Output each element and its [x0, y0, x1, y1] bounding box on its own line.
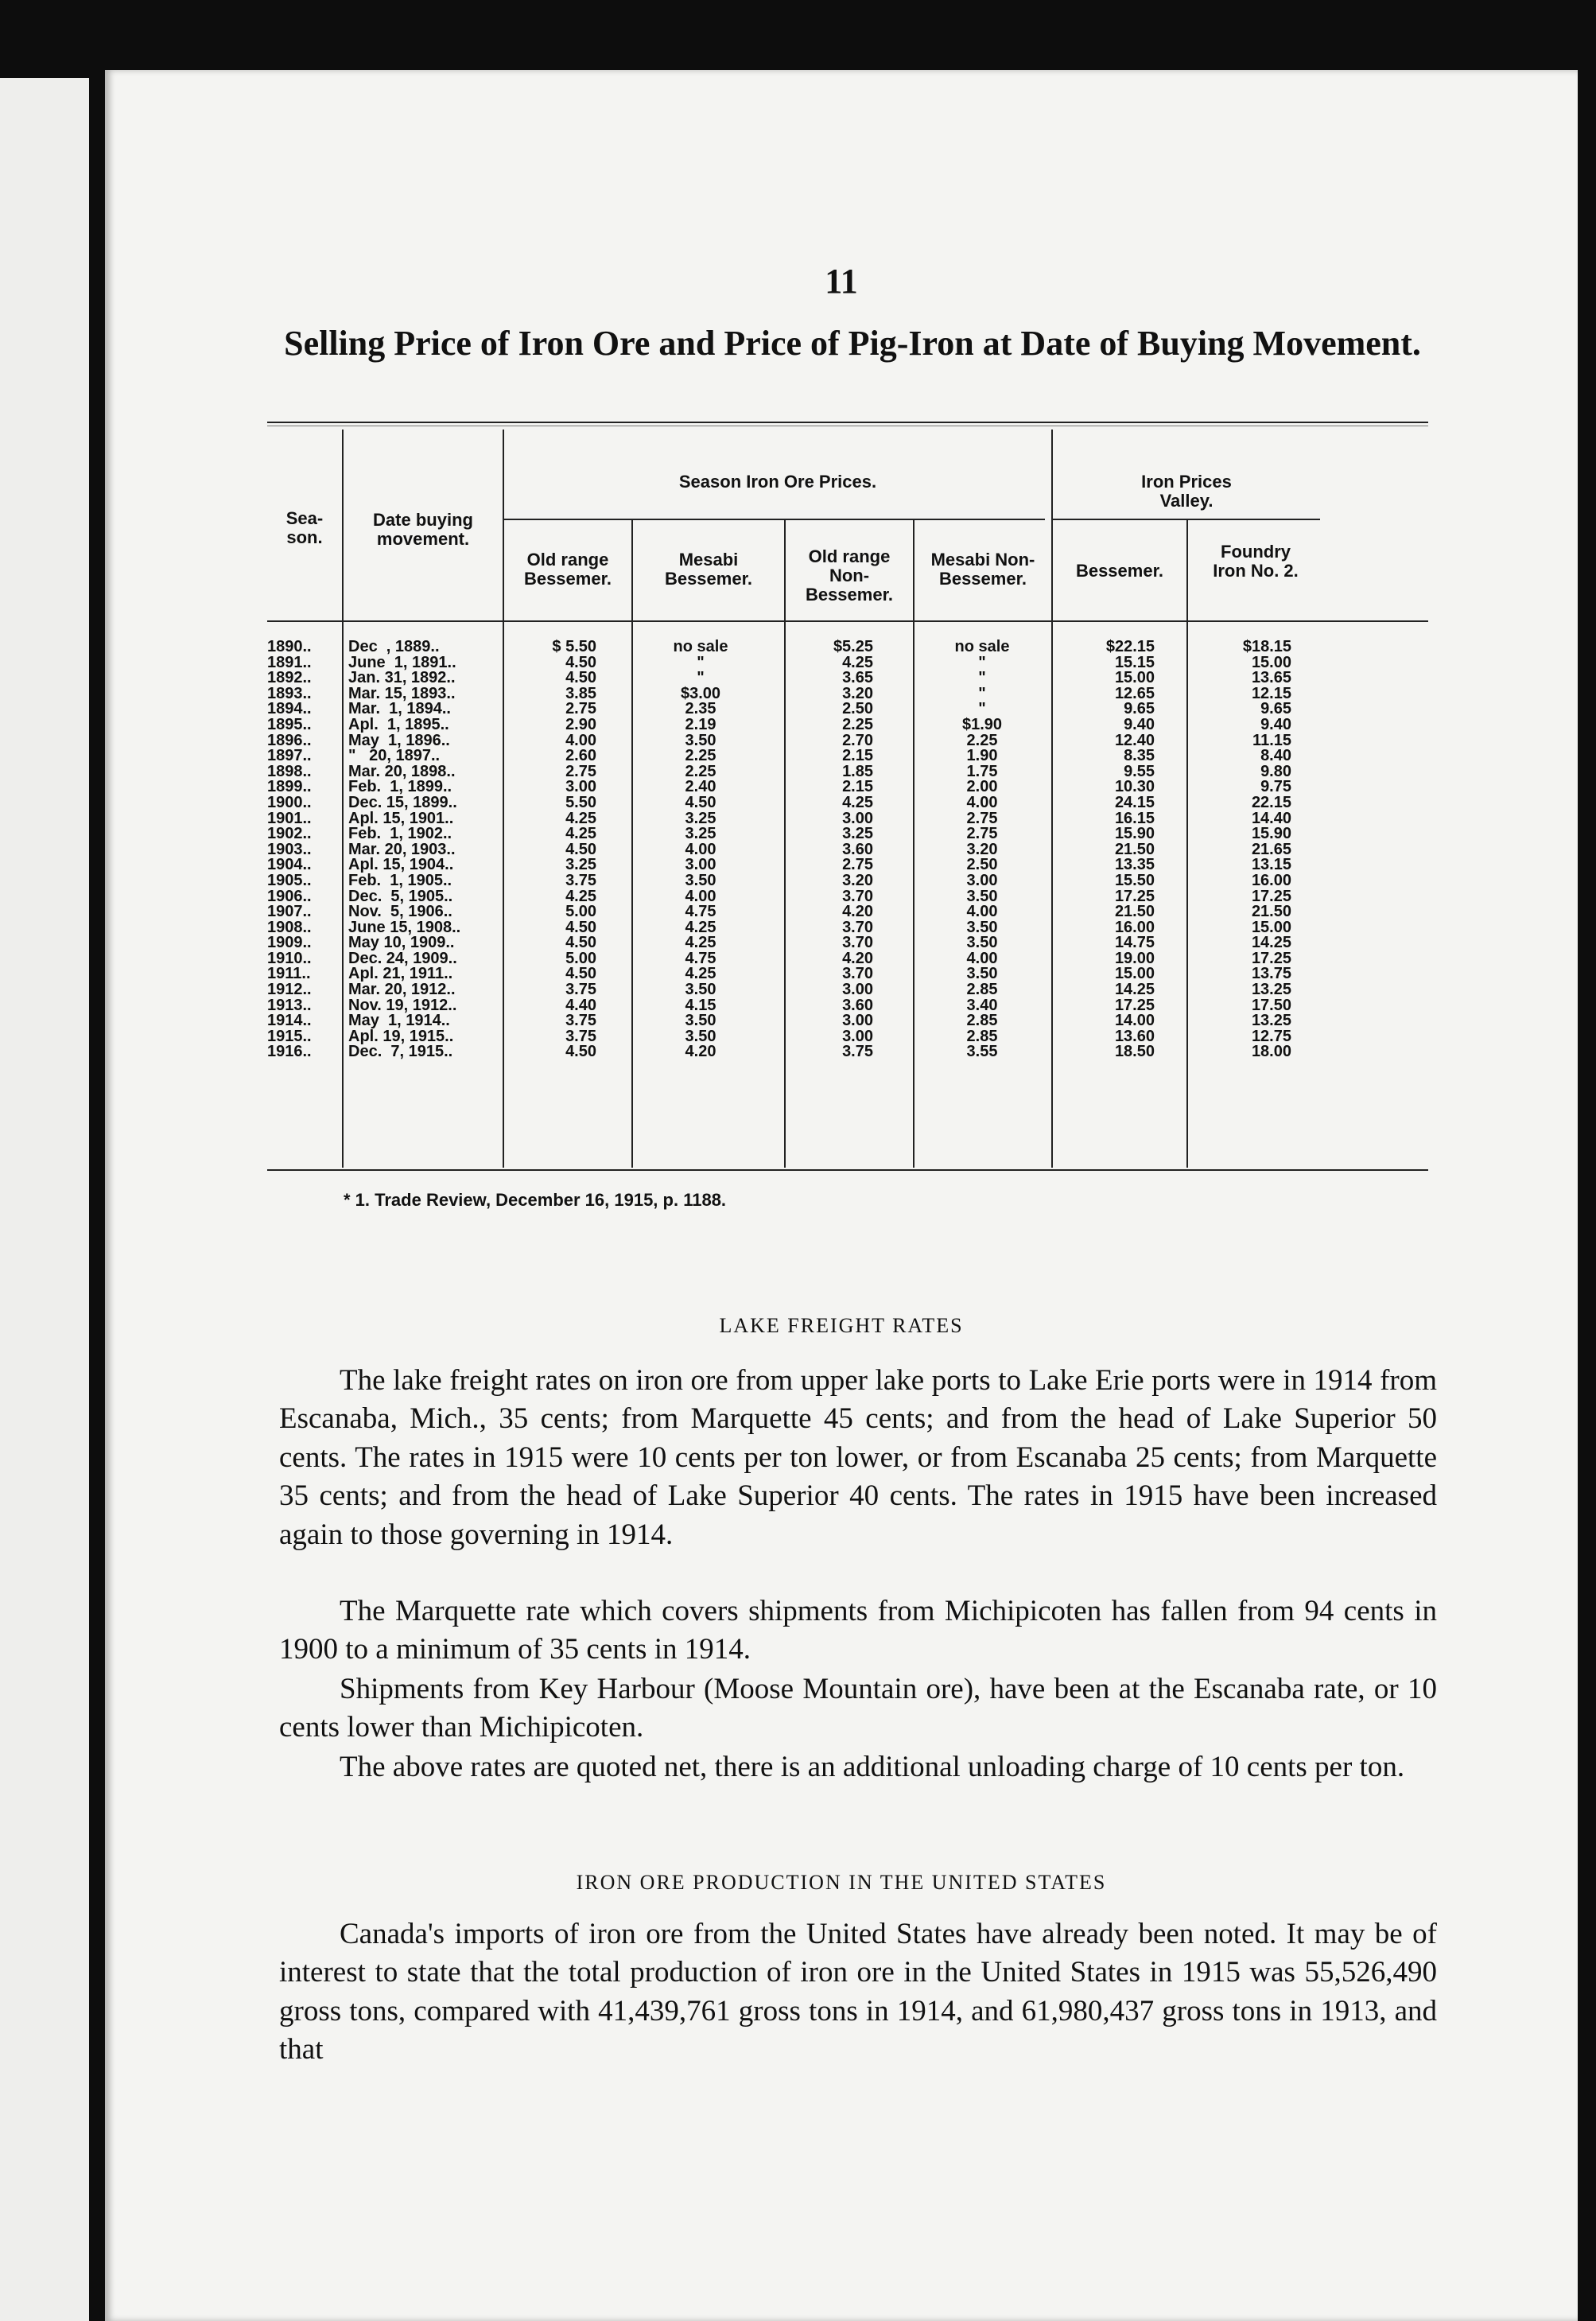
cell-mesabi-non-bessemer: 1.90 — [966, 747, 998, 765]
cell-mesabi-bessemer: 2.19 — [685, 715, 716, 733]
cell-old-range-non-bessemer: 3.00 — [842, 981, 873, 999]
cell-mesabi-non-bessemer: " — [978, 669, 986, 687]
cell-season: 1907.. — [267, 903, 312, 921]
cell-foundry: 13.75 — [1251, 965, 1291, 983]
cell-old-range-non-bessemer: 2.25 — [842, 715, 873, 733]
cell-mesabi-bessemer: 3.25 — [685, 809, 716, 827]
cell-mesabi-bessemer: 4.50 — [685, 793, 716, 811]
cell-date: Mar. 20, 1903.. — [348, 840, 456, 858]
cell-date: Dec. 15, 1899.. — [348, 793, 457, 811]
cell-season: 1910.. — [267, 949, 312, 967]
cell-season: 1894.. — [267, 700, 312, 718]
cell-date: Apl. 15, 1904.. — [348, 856, 454, 874]
cell-old-range-non-bessemer: 4.25 — [842, 653, 873, 671]
cell-old-range-bessemer: 4.25 — [565, 887, 596, 905]
cell-season: 1912.. — [267, 981, 312, 999]
cell-bessemer: 12.65 — [1114, 684, 1155, 702]
cell-date: May 10, 1909.. — [348, 934, 455, 952]
cell-old-range-bessemer: 4.50 — [565, 840, 596, 858]
col-divider — [1186, 520, 1188, 1168]
cell-old-range-non-bessemer: 3.70 — [842, 918, 873, 936]
cell-date: Nov. 19, 1912.. — [348, 996, 457, 1014]
cell-foundry: 16.00 — [1251, 871, 1291, 889]
cell-bessemer: 14.75 — [1114, 934, 1155, 952]
cell-mesabi-bessemer: 2.25 — [685, 747, 716, 765]
cell-old-range-non-bessemer: 3.20 — [842, 871, 873, 889]
cell-bessemer: 13.60 — [1114, 1027, 1155, 1045]
page-number: 11 — [825, 262, 858, 301]
header-date: Date buying movement. — [373, 510, 473, 549]
cell-bessemer: 9.65 — [1124, 700, 1155, 718]
cell-mesabi-bessemer: 3.25 — [685, 825, 716, 843]
cell-season: 1899.. — [267, 778, 312, 796]
cell-season: 1905.. — [267, 871, 312, 889]
cell-mesabi-non-bessemer: 1.75 — [966, 762, 998, 780]
cell-bessemer: 10.30 — [1114, 778, 1155, 796]
cell-old-range-bessemer: 3.75 — [565, 871, 596, 889]
cell-mesabi-bessemer: $3.00 — [680, 684, 721, 702]
cell-mesabi-non-bessemer: 3.00 — [966, 871, 998, 889]
cell-mesabi-bessemer: 2.25 — [685, 762, 716, 780]
paragraph: Canada's imports of iron ore from the United States have already been noted. It may be of interest to state that the total production of iron ore in the United States in 1915 was 55,526,490 gross tons, compared with 41,439,761 gross tons in 1914, and 61,980,437 gross tons in 1913, and that — [279, 1918, 1437, 2066]
cell-old-range-bessemer: 3.00 — [565, 778, 596, 796]
cell-bessemer: 17.25 — [1114, 996, 1155, 1014]
cell-mesabi-bessemer: 3.50 — [685, 731, 716, 749]
cell-old-range-non-bessemer: 3.60 — [842, 840, 873, 858]
cell-mesabi-bessemer: 2.40 — [685, 778, 716, 796]
cell-old-range-bessemer: 2.75 — [565, 762, 596, 780]
cell-foundry: 13.25 — [1251, 981, 1291, 999]
cell-date: Jan. 31, 1892.. — [348, 669, 456, 687]
cell-bessemer: 13.35 — [1114, 856, 1155, 874]
cell-date: Feb. 1, 1902.. — [348, 825, 452, 843]
cell-mesabi-bessemer: " — [697, 653, 705, 671]
cell-old-range-non-bessemer: 2.50 — [842, 700, 873, 718]
cell-bessemer: 18.50 — [1114, 1043, 1155, 1061]
cell-date: Mar. 20, 1912.. — [348, 981, 456, 999]
cell-old-range-non-bessemer: $5.25 — [833, 638, 873, 655]
cell-bessemer: $22.15 — [1105, 638, 1155, 655]
cell-mesabi-non-bessemer: 3.20 — [966, 840, 998, 858]
table-top-rule — [267, 422, 1428, 423]
cell-date: Apl. 19, 1915.. — [348, 1027, 454, 1045]
cell-bessemer: 9.55 — [1124, 762, 1155, 780]
cell-season: 1891.. — [267, 653, 312, 671]
column-season — [267, 640, 355, 1060]
cell-date: May 1, 1914.. — [348, 1012, 450, 1030]
cell-mesabi-bessemer: 3.50 — [685, 1027, 716, 1045]
cell-mesabi-non-bessemer: " — [978, 684, 986, 702]
cell-mesabi-non-bessemer: 3.50 — [966, 965, 998, 983]
cell-foundry: 12.15 — [1251, 684, 1291, 702]
cell-old-range-non-bessemer: 4.20 — [842, 903, 873, 921]
header-season: Sea- son. — [285, 508, 324, 547]
cell-old-range-non-bessemer: 3.00 — [842, 1012, 873, 1030]
cell-foundry: 17.25 — [1251, 949, 1291, 967]
cell-date: Mar. 15, 1893.. — [348, 684, 456, 702]
cell-date: Nov. 5, 1906.. — [348, 903, 452, 921]
cell-bessemer: 16.15 — [1114, 809, 1155, 827]
cell-mesabi-bessemer: 3.50 — [685, 1012, 716, 1030]
header-mesabi-bessemer: Mesabi Bessemer. — [664, 550, 753, 589]
column-foundry — [1202, 640, 1291, 1060]
cell-mesabi-non-bessemer: 3.50 — [966, 934, 998, 952]
cell-old-range-bessemer: 2.60 — [565, 747, 596, 765]
cell-date: Apl. 15, 1901.. — [348, 809, 454, 827]
cell-mesabi-non-bessemer: 3.50 — [966, 887, 998, 905]
header-mesabi-non-bessemer: Mesabi Non- Bessemer. — [930, 550, 1035, 589]
cell-foundry: $18.15 — [1242, 638, 1291, 655]
cell-old-range-bessemer: 5.50 — [565, 793, 596, 811]
cell-foundry: 15.90 — [1251, 825, 1291, 843]
table-title: Selling Price of Iron Ore and Price of Pig-Iron at Date of Buying Movement. — [284, 324, 1421, 363]
cell-bessemer: 15.00 — [1114, 669, 1155, 687]
cell-old-range-non-bessemer: 4.20 — [842, 949, 873, 967]
cell-foundry: 18.00 — [1251, 1043, 1291, 1061]
header-old-range-non-bessemer: Old range Non- Bessemer. — [805, 546, 894, 605]
cell-season: 1897.. — [267, 747, 312, 765]
cell-foundry: 12.75 — [1251, 1027, 1291, 1045]
cell-old-range-bessemer: 4.25 — [565, 809, 596, 827]
cell-old-range-bessemer: 3.75 — [565, 981, 596, 999]
cell-date: Mar. 20, 1898.. — [348, 762, 456, 780]
cell-mesabi-bessemer: 4.25 — [685, 965, 716, 983]
cell-old-range-non-bessemer: 3.70 — [842, 887, 873, 905]
cell-mesabi-bessemer: 4.75 — [685, 949, 716, 967]
cell-season: 1911.. — [267, 965, 311, 983]
cell-date: Apl. 21, 1911.. — [348, 965, 453, 983]
cell-foundry: 15.00 — [1251, 918, 1291, 936]
cell-date: June 1, 1891.. — [348, 653, 456, 671]
cell-mesabi-non-bessemer: " — [978, 653, 986, 671]
cell-season: 1903.. — [267, 840, 312, 858]
cell-old-range-non-bessemer: 3.20 — [842, 684, 873, 702]
column-bessemer — [1067, 640, 1155, 1060]
cell-foundry: 13.65 — [1251, 669, 1291, 687]
cell-mesabi-non-bessemer: 2.50 — [966, 856, 998, 874]
cell-mesabi-bessemer: 3.00 — [685, 856, 716, 874]
cell-bessemer: 21.50 — [1114, 903, 1155, 921]
cell-foundry: 17.50 — [1251, 996, 1291, 1014]
cell-mesabi-bessemer: 2.35 — [685, 700, 716, 718]
cell-mesabi-bessemer: " — [697, 669, 705, 687]
cell-season: 1900.. — [267, 793, 312, 811]
cell-old-range-non-bessemer: 3.70 — [842, 934, 873, 952]
paragraph: The lake freight rates on iron ore from upper lake ports to Lake Erie ports were in 1914 from Escanaba, Mich., 35 cents; from Marquette 45 cents; and from the head of Lake Superior 50 cents. The rates in 1915 were 10 cents per ton lower, or from Escanaba 25 cents; from Marquette 35 cents; and from the head of Lake Superior 40 cents. The rates in 1915 have been increased again to those governing in 1914. — [279, 1364, 1437, 1551]
cell-mesabi-non-bessemer: 4.00 — [966, 793, 998, 811]
column-mesabi-bessemer — [643, 640, 759, 1060]
header-old-range-bessemer: Old range Bessemer. — [523, 550, 612, 589]
cell-date: Dec. 7, 1915.. — [348, 1043, 453, 1061]
cell-date: Feb. 1, 1905.. — [348, 871, 452, 889]
cell-season: 1909.. — [267, 934, 312, 952]
cell-mesabi-bessemer: no sale — [673, 638, 728, 655]
cell-old-range-bessemer: 4.40 — [565, 996, 596, 1014]
cell-mesabi-bessemer: 4.15 — [685, 996, 716, 1014]
cell-mesabi-bessemer: 3.50 — [685, 871, 716, 889]
cell-mesabi-non-bessemer: 2.75 — [966, 809, 998, 827]
cell-foundry: 9.65 — [1260, 700, 1291, 718]
cell-mesabi-bessemer: 4.20 — [685, 1043, 716, 1061]
iron-group-rule — [1051, 519, 1320, 520]
section-heading-lake-freight: LAKE FREIGHT RATES — [719, 1314, 964, 1337]
cell-old-range-non-bessemer: 3.60 — [842, 996, 873, 1014]
cell-old-range-non-bessemer: 3.65 — [842, 669, 873, 687]
cell-old-range-bessemer: 5.00 — [565, 903, 596, 921]
cell-old-range-bessemer: 4.50 — [565, 965, 596, 983]
cell-bessemer: 12.40 — [1114, 731, 1155, 749]
col-divider — [784, 520, 786, 1168]
cell-mesabi-non-bessemer: 2.85 — [966, 1012, 998, 1030]
cell-mesabi-non-bessemer: 3.55 — [966, 1043, 998, 1061]
cell-old-range-non-bessemer: 3.75 — [842, 1043, 873, 1061]
column-date — [348, 640, 531, 1060]
cell-bessemer: 21.50 — [1114, 840, 1155, 858]
cell-mesabi-bessemer: 3.50 — [685, 981, 716, 999]
cell-season: 1893.. — [267, 684, 312, 702]
cell-old-range-non-bessemer: 2.15 — [842, 778, 873, 796]
cell-old-range-bessemer: 3.75 — [565, 1027, 596, 1045]
paragraph: The above rates are quoted net, there is an additional unloading charge of 10 cents per ton. — [340, 1751, 1405, 1783]
cell-bessemer: 15.90 — [1114, 825, 1155, 843]
column-old-range-bessemer — [514, 640, 596, 1060]
cell-date: Feb. 1, 1899.. — [348, 778, 452, 796]
col-divider — [1051, 430, 1053, 1168]
cell-old-range-non-bessemer: 2.75 — [842, 856, 873, 874]
header-iron-group: Iron Prices Valley. — [1141, 472, 1232, 511]
cell-date: Dec. 24, 1909.. — [348, 949, 457, 967]
cell-foundry: 9.80 — [1260, 762, 1291, 780]
cell-old-range-non-bessemer: 1.85 — [842, 762, 873, 780]
cell-old-range-bessemer: 4.50 — [565, 934, 596, 952]
cell-old-range-bessemer: 4.50 — [565, 1043, 596, 1061]
cell-bessemer: 15.00 — [1114, 965, 1155, 983]
cell-mesabi-non-bessemer: " — [978, 700, 986, 718]
cell-date: May 1, 1896.. — [348, 731, 450, 749]
cell-foundry: 22.15 — [1251, 793, 1291, 811]
cell-foundry: 13.25 — [1251, 1012, 1291, 1030]
cell-old-range-bessemer: 3.25 — [565, 856, 596, 874]
cell-old-range-non-bessemer: 4.25 — [842, 793, 873, 811]
cell-old-range-bessemer: $ 5.50 — [552, 638, 596, 655]
cell-foundry: 11.15 — [1252, 731, 1291, 749]
cell-mesabi-bessemer: 4.75 — [685, 903, 716, 921]
cell-season: 1904.. — [267, 856, 312, 874]
cell-date: Dec. 5, 1905.. — [348, 887, 453, 905]
cell-old-range-non-bessemer: 3.00 — [842, 1027, 873, 1045]
section-heading-iron-ore-production: IRON ORE PRODUCTION IN THE UNITED STATES — [576, 1871, 1107, 1894]
cell-old-range-bessemer: 2.90 — [565, 715, 596, 733]
cell-foundry: 9.40 — [1260, 715, 1291, 733]
cell-mesabi-non-bessemer: 2.85 — [966, 1027, 998, 1045]
cell-season: 1890.. — [267, 638, 312, 655]
cell-old-range-non-bessemer: 3.00 — [842, 809, 873, 827]
header-bessemer: Bessemer. — [1075, 561, 1164, 581]
cell-old-range-bessemer: 3.75 — [565, 1012, 596, 1030]
cell-season: 1895.. — [267, 715, 312, 733]
cell-bessemer: 16.00 — [1114, 918, 1155, 936]
cell-foundry: 15.00 — [1251, 653, 1291, 671]
column-old-range-non-bessemer — [794, 640, 873, 1060]
cell-old-range-non-bessemer: 3.70 — [842, 965, 873, 983]
cell-season: 1916.. — [267, 1043, 312, 1061]
cell-mesabi-bessemer: 4.25 — [685, 918, 716, 936]
cell-old-range-non-bessemer: 3.25 — [842, 825, 873, 843]
cell-old-range-non-bessemer: 2.70 — [842, 731, 873, 749]
cell-mesabi-non-bessemer: 2.25 — [966, 731, 998, 749]
cell-old-range-bessemer: 4.50 — [565, 918, 596, 936]
cell-foundry: 17.25 — [1251, 887, 1291, 905]
cell-mesabi-non-bessemer: 2.85 — [966, 981, 998, 999]
cell-season: 1901.. — [267, 809, 312, 827]
cell-foundry: 14.40 — [1251, 809, 1291, 827]
cell-season: 1915.. — [267, 1027, 312, 1045]
cell-mesabi-non-bessemer: $1.90 — [961, 715, 1003, 733]
cell-old-range-non-bessemer: 2.15 — [842, 747, 873, 765]
cell-mesabi-non-bessemer: 4.00 — [966, 949, 998, 967]
cell-foundry: 14.25 — [1251, 934, 1291, 952]
cell-season: 1906.. — [267, 887, 312, 905]
cell-old-range-bessemer: 4.50 — [565, 653, 596, 671]
cell-bessemer: 17.25 — [1114, 887, 1155, 905]
table-bottom-rule — [267, 1169, 1428, 1171]
cell-bessemer: 14.00 — [1114, 1012, 1155, 1030]
cell-date: Dec , 1889.. — [348, 638, 440, 655]
cell-foundry: 21.65 — [1251, 840, 1291, 858]
cell-bessemer: 14.25 — [1114, 981, 1155, 999]
header-ore-group: Season Iron Ore Prices. — [678, 472, 877, 492]
cell-foundry: 21.50 — [1251, 903, 1291, 921]
cell-bessemer: 8.35 — [1124, 747, 1155, 765]
paragraph: Shipments from Key Harbour (Moose Mountain ore), have been at the Escanaba rate, or 10 cents lower than Michipicoten. — [279, 1673, 1437, 1744]
cell-old-range-bessemer: 5.00 — [565, 949, 596, 967]
cell-season: 1908.. — [267, 918, 312, 936]
cell-bessemer: 15.15 — [1114, 653, 1155, 671]
cell-old-range-bessemer: 4.00 — [565, 731, 596, 749]
cell-old-range-bessemer: 3.85 — [565, 684, 596, 702]
cell-mesabi-non-bessemer: 3.40 — [966, 996, 998, 1014]
col-divider — [631, 520, 633, 1168]
cell-bessemer: 9.40 — [1124, 715, 1155, 733]
column-mesabi-non-bessemer — [924, 640, 1040, 1060]
cell-mesabi-non-bessemer: 3.50 — [966, 918, 998, 936]
cell-date: Apl. 1, 1895.. — [348, 715, 449, 733]
cell-date: " 20, 1897.. — [348, 747, 441, 765]
footnote: * 1. Trade Review, December 16, 1915, p. 1188. — [344, 1190, 727, 1210]
cell-foundry: 9.75 — [1260, 778, 1291, 796]
cell-foundry: 13.15 — [1251, 856, 1291, 874]
cell-mesabi-non-bessemer: 2.75 — [966, 825, 998, 843]
cell-bessemer: 15.50 — [1114, 871, 1155, 889]
cell-mesabi-non-bessemer: 4.00 — [966, 903, 998, 921]
cell-mesabi-bessemer: 4.25 — [685, 934, 716, 952]
cell-old-range-bessemer: 2.75 — [565, 700, 596, 718]
paragraph: The Marquette rate which covers shipments from Michipicoten has fallen from 94 cents in 1900 to a minimum of 35 cents in 1914. — [279, 1595, 1437, 1666]
cell-old-range-bessemer: 4.50 — [565, 669, 596, 687]
cell-mesabi-non-bessemer: no sale — [954, 638, 1010, 655]
cell-season: 1913.. — [267, 996, 312, 1014]
cell-date: June 15, 1908.. — [348, 918, 461, 936]
cell-season: 1914.. — [267, 1012, 312, 1030]
cell-season: 1892.. — [267, 669, 312, 687]
cell-season: 1898.. — [267, 762, 312, 780]
ore-group-rule — [504, 519, 1045, 520]
document-page — [105, 70, 1578, 2321]
header-foundry: Foundry Iron No. 2. — [1213, 542, 1299, 581]
cell-season: 1902.. — [267, 825, 312, 843]
cell-date: Mar. 1, 1894.. — [348, 700, 451, 718]
cell-old-range-bessemer: 4.25 — [565, 825, 596, 843]
header-bottom-rule — [267, 620, 1428, 622]
col-divider — [913, 520, 914, 1168]
cell-season: 1896.. — [267, 731, 312, 749]
adjacent-page-edge — [0, 78, 89, 2321]
cell-mesabi-bessemer: 4.00 — [685, 840, 716, 858]
cell-foundry: 8.40 — [1260, 747, 1291, 765]
cell-mesabi-non-bessemer: 2.00 — [966, 778, 998, 796]
cell-mesabi-bessemer: 4.00 — [685, 887, 716, 905]
cell-bessemer: 24.15 — [1114, 793, 1155, 811]
cell-bessemer: 19.00 — [1114, 949, 1155, 967]
